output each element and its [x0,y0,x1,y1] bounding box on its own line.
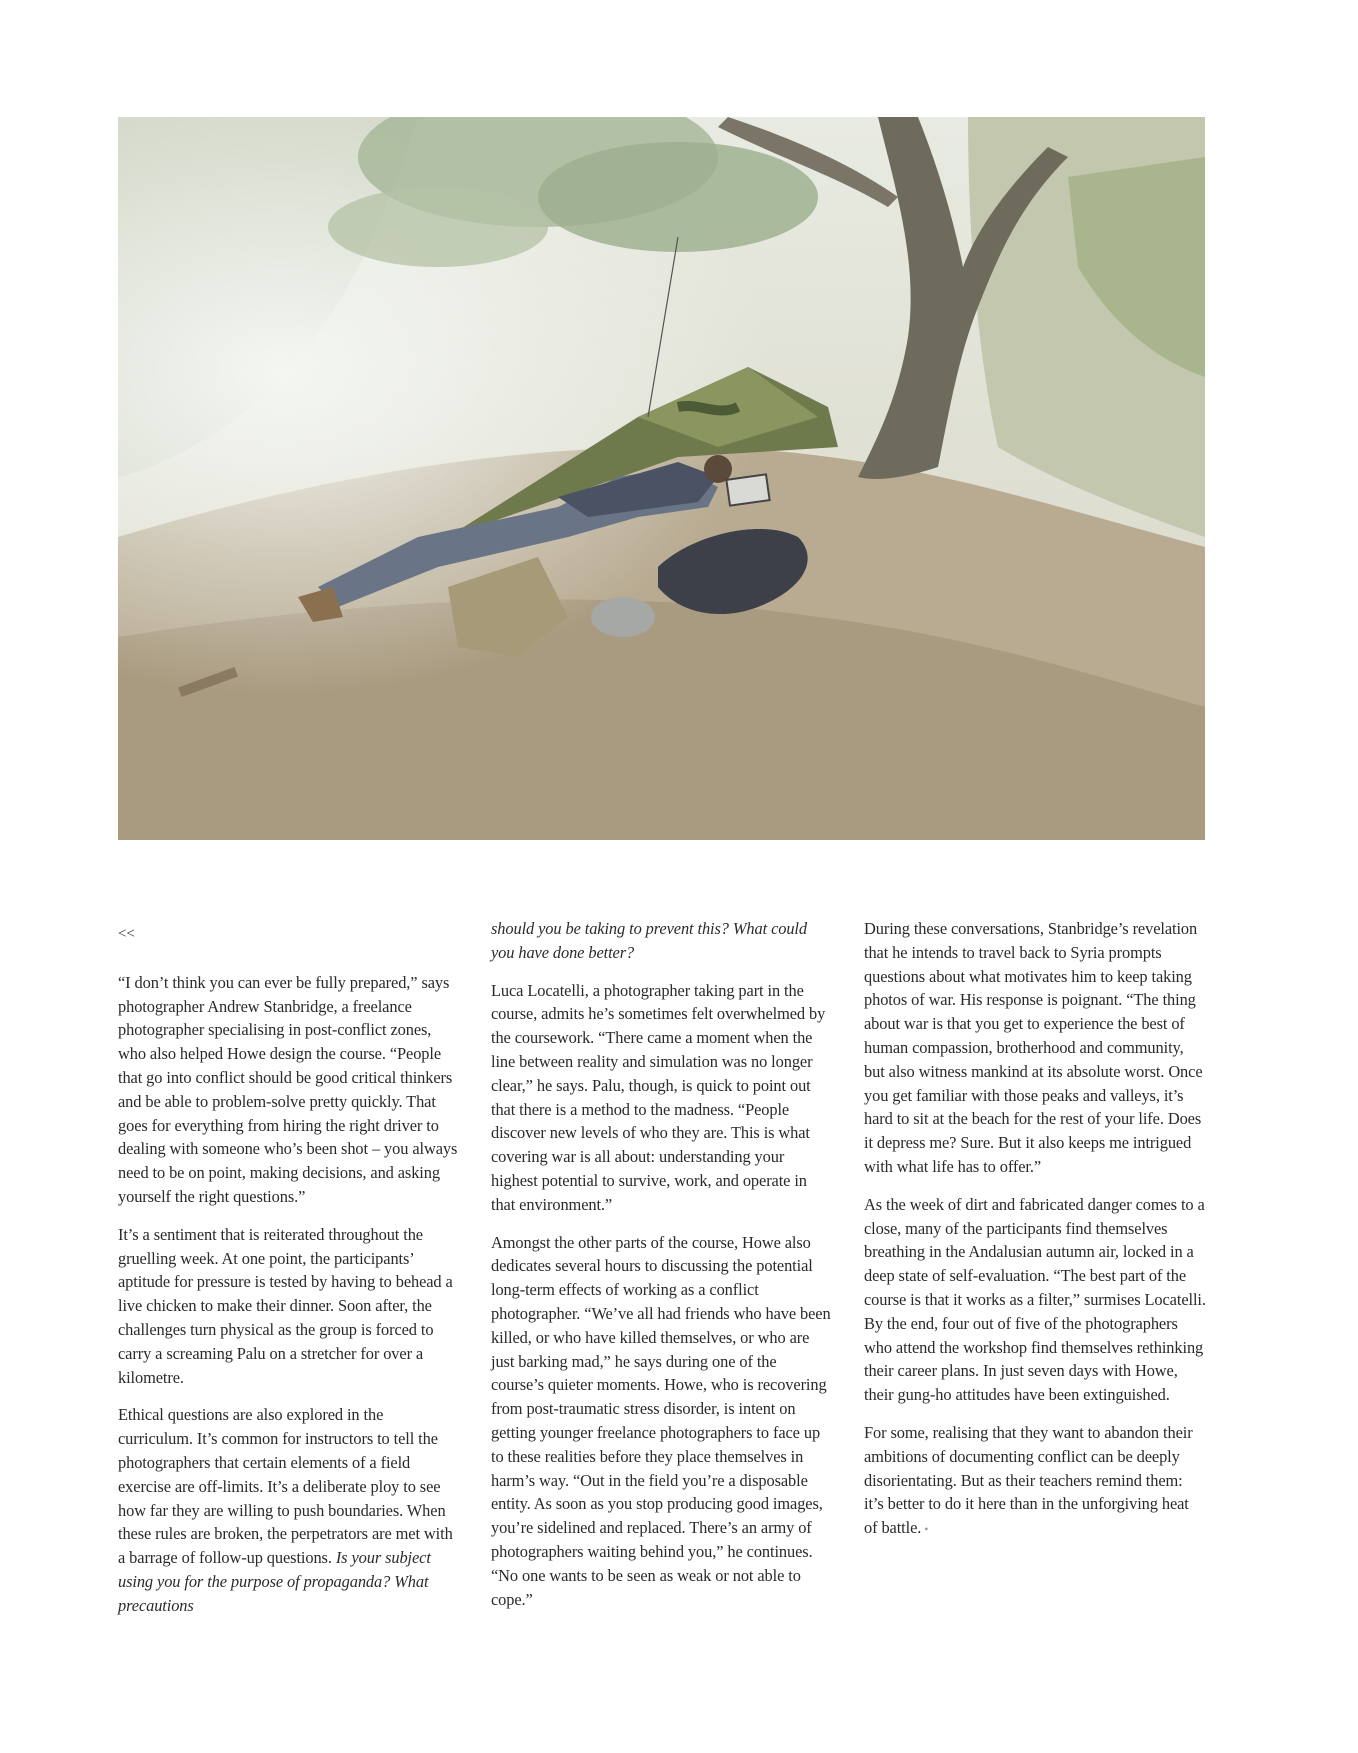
paragraph [118,1403,460,1617]
article-column-2 [491,917,833,1625]
article-column-3 [864,917,1206,1556]
paragraph: As the week of dirt and fabricated danger comes to a close, many of the participants find themselves breathing in the Andalusian autumn air, locked in a deep state of self-evaluation. “The best part of the course is that it works as a filter,” surmises Locatelli. By the end, four out of five of the photographers who attend the workshop find themselves rethinking their career plans. In just seven days with Howe, their gung-ho attitudes have been extinguished. [864,1194,1206,1405]
back-marker: << [118,926,135,942]
paragraph: “I don’t think you can ever be fully prepared,” says photographer Andrew Stanbridge, a freelance photographer specialising in post-conflict zones, who also helped Howe design the course. “People that go into conflict should be good critical thinkers and be able to problem-solve pretty quickly. That goes for everything from hiring the right driver to dealing with someone who’s been shot – you always need to be on point, making decisions, and asking yourself the right questions.” [118,972,458,1206]
italic-questions: Is your subject using you for the purpose of propaganda? What precautions [118,1548,431,1615]
italic-questions: should you be taking to prevent this? What could you have done better? [491,919,807,962]
paragraph: It’s a sentiment that is reiterated throughout the gruelling week. At one point, the participants’ aptitude for pressure is tested by having to behead a live chicken to make their dinner. Soon after, the challenges turn physical as the group is forced to carry a screaming Palu on a stretcher for over a kilometre. [118,1224,453,1387]
photo-icon [118,117,1205,840]
paragraph [864,1421,1206,1542]
article-column-1 [118,917,460,1632]
end-mark: • [924,1522,929,1537]
article-photo [118,117,1205,840]
paragraph-text: For some, realising that they want to abandon their ambitions of documenting conflict can be deeply disorientating. But as their teachers remind them: it’s better to do it here than in the unforgiving heat of battle. [864,1422,1193,1538]
paragraph: Luca Locatelli, a photographer taking part in the course, admits he’s sometimes felt overwhelmed by the coursework. “There came a moment when the line between reality and simulation was no longer clear,” he says. Palu, though, is quick to point out that there is a method to the madness. “People discover new levels of who they are. This is what covering war is all about: understanding your highest potential to survive, work, and operate in that environment.” [491,980,826,1214]
paragraph: During these conversations, Stanbridge’s revelation that he intends to travel back to Syria prompts questions about what motivates him to keep taking photos of war. His response is poignant. “The thing about war is that you get to experience the best of human compassion, brotherhood and community, but also witness mankind at its absolute worst. Once you get familiar with those peaks and valleys, it’s hard to sit at the beach for the rest of your life. Does it depress me? Sure. But it also keeps me intrigued with what life has to offer.” [864,919,1203,1176]
paragraph: Amongst the other parts of the course, Howe also dedicates several hours to discussing the potential long-term effects of working as a conflict photographer. “We’ve all had friends who have been killed, or who have killed themselves, or who are just barking mad,” he says during one of the course’s quieter moments. Howe, who is recovering from post-traumatic stress disorder, is intent on getting younger freelance photographers to face up to these realities before they place themselves in harm’s way. “Out in the field you’re a disposable entity. As soon as you stop producing good images, you’re sidelined and replaced. There’s an army of photographers waiting behind you,” he continues. “No one wants to be seen as weak or not able to cope.” [491,1232,831,1609]
paragraph-text: Ethical questions are also explored in the curriculum. It’s common for instructors to tell the photographers that certain elements of a field exercise are off-limits. It’s a deliberate ploy to see how far they are willing to push boundaries. When these rules are broken, the perpetrators are met with a barrage of follow-up questions. [118,1405,453,1568]
